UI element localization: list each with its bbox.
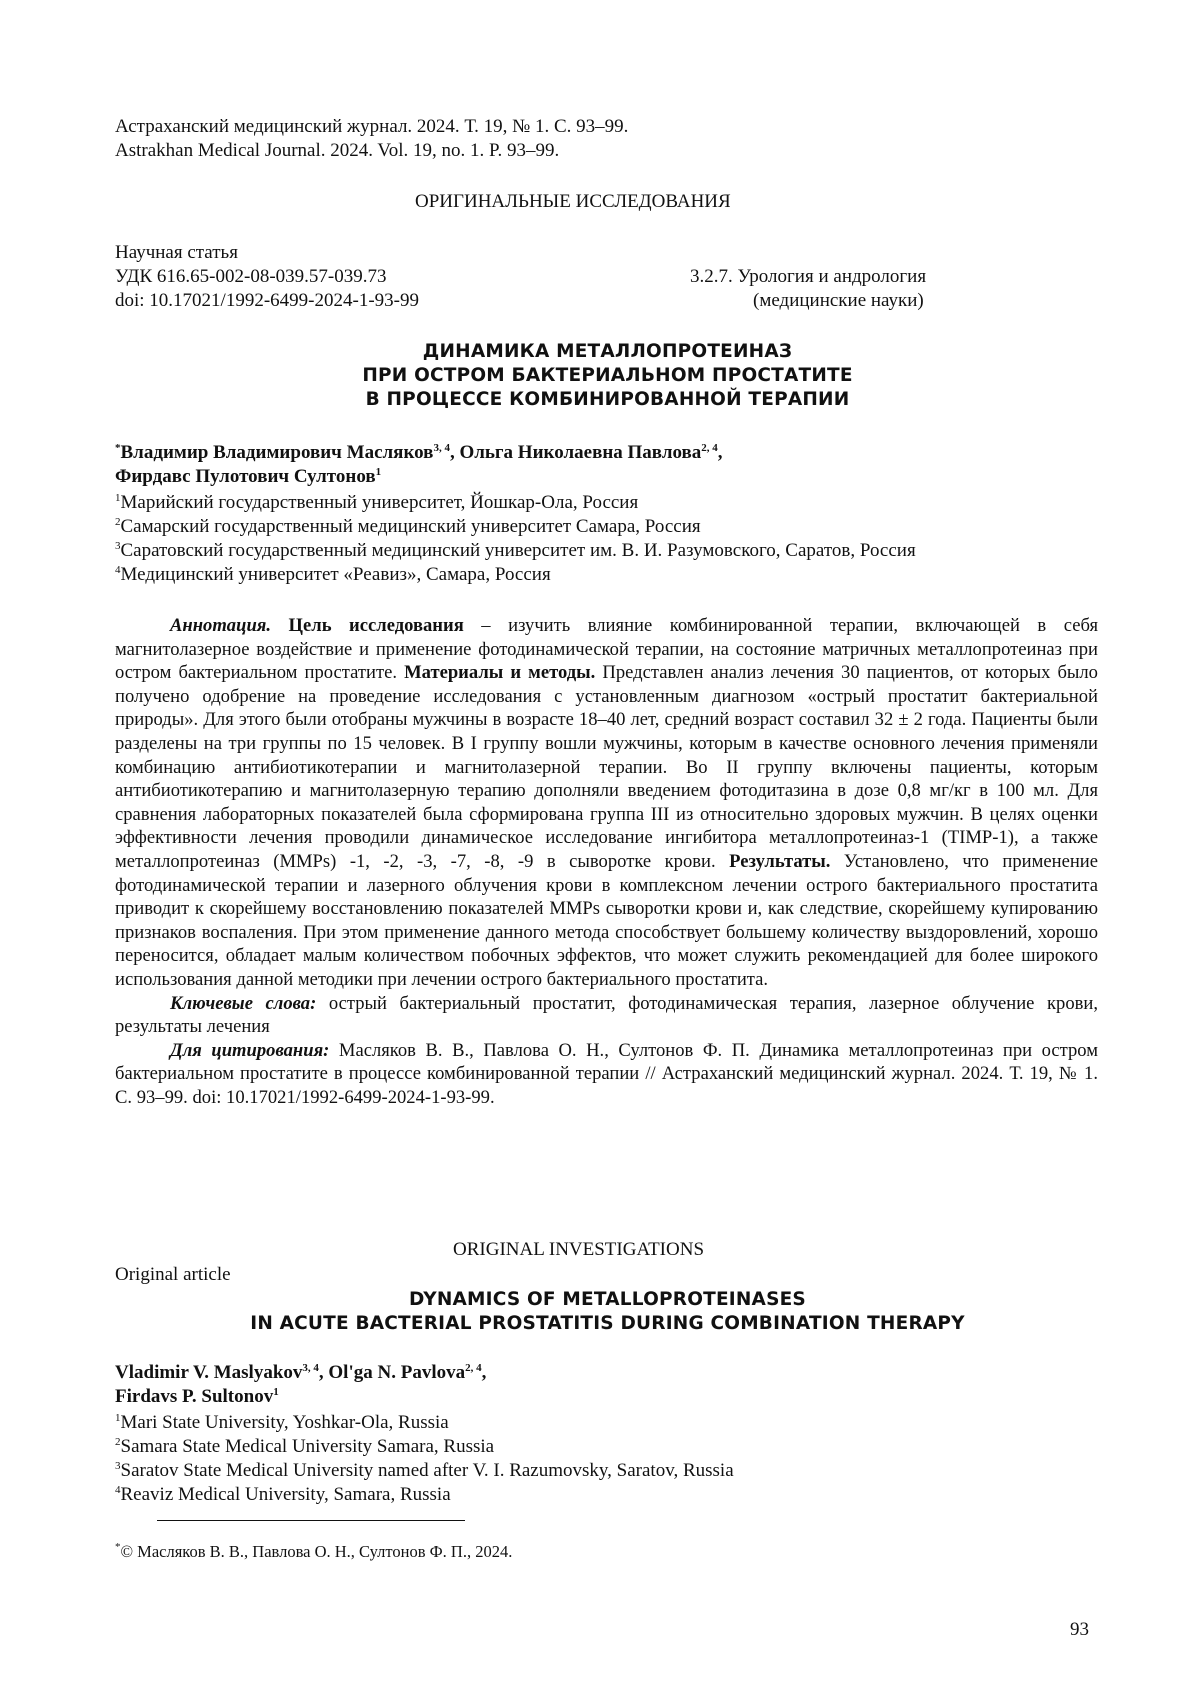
affiliation-number: 4 xyxy=(115,1484,121,1496)
affiliation-ru-2 xyxy=(115,515,701,538)
affiliation-text: Mari State University, Yoshkar-Ola, Russia xyxy=(120,1412,449,1433)
affiliation-text: Саратовский государственный медицинский университет им. В. И. Разумовского, Саратов, Россия xyxy=(120,540,916,561)
citation-paragraph xyxy=(115,1039,1098,1110)
affiliation-ru-3 xyxy=(115,539,916,562)
affiliation-en-1 xyxy=(115,1411,449,1434)
title-en-line-2: IN ACUTE BACTERIAL PROSTATITIS DURING COMBINATION THERAPY xyxy=(250,1313,965,1334)
title-ru-line-3: В ПРОЦЕССЕ КОМБИНИРОВАННОЙ ТЕРАПИИ xyxy=(365,389,850,410)
doi: doi: 10.17021/1992-6499-2024-1-93-99 xyxy=(115,290,419,311)
authors-en-line-1 xyxy=(115,1361,486,1384)
citation-text: Масляков В. В., Павлова О. Н., Султонов Ф. П. Динамика металлопротеиназ при остром бактериальном простатите в процессе комбинированной терапии // Астраханский медицинский журнал. 2024. Т. 19, № 1. С. 93–99. doi: 10.17021/1992-6499-2024-1-93-99. xyxy=(115,1039,1098,1108)
abstract-paragraph xyxy=(115,614,1098,992)
affiliation-en-4 xyxy=(115,1483,451,1506)
affiliation-text: Saratov State Medical University named after V. I. Razumovsky, Saratov, Russia xyxy=(120,1460,734,1481)
methods-label: Материалы и методы. xyxy=(404,662,596,684)
affiliation-number: 1 xyxy=(115,492,121,504)
keywords-label: Ключевые слова: xyxy=(170,992,317,1014)
article-type-en: Original article xyxy=(115,1264,231,1285)
article-title-ru xyxy=(115,340,1100,412)
author-2-ru: Ольга Николаевна Павлова xyxy=(459,442,702,463)
title-ru-line-2: ПРИ ОСТРОМ БАКТЕРИАЛЬНОМ ПРОСТАТИТЕ xyxy=(362,365,853,386)
author-2-en-affil: 2, 4 xyxy=(465,1362,482,1374)
results-label: Результаты. xyxy=(729,850,831,872)
affiliation-text: Reaviz Medical University, Samara, Russia xyxy=(120,1484,451,1505)
footnote-divider xyxy=(157,1520,465,1521)
aim-text: – изучить влияние комбинированной терапии, включающей в себя магнитолазерное воздействие и применение фотодинамической терапии, на состояние матричных металлопротеиназ при остром бактериальном простатите. xyxy=(115,615,1098,684)
author-2-ru-affil: 2, 4 xyxy=(701,442,718,454)
specialty-field: (медицинские науки) xyxy=(753,290,924,311)
abstract-label: Аннотация. xyxy=(170,615,272,636)
article-title-en xyxy=(115,1288,1100,1336)
affiliation-number: 3 xyxy=(115,1460,121,1472)
section-heading-ru: ОРИГИНАЛЬНЫЕ ИССЛЕДОВАНИЯ xyxy=(415,191,731,212)
author-separator: , xyxy=(717,442,723,463)
author-2-en: Ol'ga N. Pavlova xyxy=(328,1362,466,1383)
author-1-en-affil: 3, 4 xyxy=(302,1362,319,1374)
author-3-en-affil: 1 xyxy=(273,1386,279,1398)
page-number: 93 xyxy=(1070,1619,1089,1640)
author-separator: , xyxy=(318,1362,329,1383)
author-1-ru-affil: 3, 4 xyxy=(433,442,450,454)
affiliation-text: Марийский государственный университет, Йошкар-Ола, Россия xyxy=(120,492,639,513)
footnote-text: © Масляков В. В., Павлова О. Н., Султонов Ф. П., 2024. xyxy=(120,1542,513,1561)
affiliation-text: Samara State Medical University Samara, Russia xyxy=(120,1436,495,1457)
affiliation-text: Самарский государственный медицинский университет Самара, Россия xyxy=(120,516,701,537)
author-separator: , xyxy=(449,442,460,463)
results-text: Установлено, что применение фотодинамической терапии и лазерного облучения крови в комплексном лечении острого бактериального простатита приводит к скорейшему восстановлению показателей MMPs сыворотки крови и, как следствие, скорейшему купированию признаков воспаления. При этом применение данного метода способствует большему количеству выздоровлений, хорошо переносится, обладает малым количеством побочных эффектов, что может служить рекомендацией для более широкого использования данной методики при лечении острого бактериального простатита. xyxy=(115,850,1098,990)
affiliation-number: 4 xyxy=(115,564,121,576)
affiliation-en-3 xyxy=(115,1459,734,1482)
author-1-en: Vladimir V. Maslyakov xyxy=(115,1362,303,1383)
copyright-footnote xyxy=(115,1542,512,1562)
article-type-ru: Научная статья xyxy=(115,242,238,263)
section-heading-en: ORIGINAL INVESTIGATIONS xyxy=(453,1239,705,1260)
affiliation-number: 2 xyxy=(115,1436,121,1448)
author-3-en: Firdavs P. Sultonov xyxy=(115,1386,274,1407)
methods-text: Представлен анализ лечения 30 пациентов, от которых было получено одобрение на проведение исследования с установленным диагнозом «острый простатит бактериальной природы». Для этого были отобраны мужчины в возрасте 18–40 лет, средний возраст составил 32 ± 2 года. Пациенты были разделены на три группы по 15 человек. В I группу вошли мужчины, которым в качестве основного лечения применяли комбинацию антибиотикотерапии и магнитолазерной терапии. Во II группу включены пациенты, которым антибиотикотерапию и магнитолазерную терапию дополняли введением фотодитазина в дозе 0,8 мг/кг в 100 мл. Для сравнения лабораторных показателей была сформирована группа III из относительно здоровых мужчин. В целях оценки эффективности лечения проводили динамическое исследование ингибитора металлопротеиназ-1 (TIMP-1), а также металлопротеиназ (MMPs) -1, -2, -3, -7, -8, -9 в сыворотке крови. xyxy=(115,662,1098,872)
affiliation-text: Медицинский университет «Реавиз», Самара, Россия xyxy=(120,564,551,585)
author-3-ru-affil: 1 xyxy=(375,466,382,478)
authors-en-line-2 xyxy=(115,1385,279,1408)
corresponding-author-mark: * xyxy=(115,442,121,454)
affiliation-ru-1 xyxy=(115,491,638,514)
journal-citation-ru: Астраханский медицинский журнал. 2024. Т. 19, № 1. С. 93–99. xyxy=(115,116,629,137)
author-separator: , xyxy=(481,1362,487,1383)
title-ru-line-1: ДИНАМИКА МЕТАЛЛОПРОТЕИНАЗ xyxy=(422,341,793,362)
affiliation-number: 3 xyxy=(115,540,121,552)
affiliation-number: 1 xyxy=(115,1412,121,1424)
journal-citation-en: Astrakhan Medical Journal. 2024. Vol. 19, no. 1. P. 93–99. xyxy=(115,140,560,161)
authors-ru-line-1 xyxy=(115,441,723,464)
title-en-line-1: DYNAMICS OF METALLOPROTEINASES xyxy=(409,1289,806,1310)
authors-ru-line-2 xyxy=(115,465,381,488)
affiliation-en-2 xyxy=(115,1435,494,1458)
footnote-mark: * xyxy=(115,1541,121,1553)
author-3-ru: Фирдавс Пулотович Султонов xyxy=(115,466,376,487)
keywords-text: острый бактериальный простатит, фотодинамическая терапия, лазерное облучение крови, результаты лечения xyxy=(115,992,1098,1038)
abstract-block xyxy=(115,614,1098,1109)
affiliation-number: 2 xyxy=(115,516,121,528)
citation-label: Для цитирования: xyxy=(170,1039,330,1061)
specialty-code: 3.2.7. Урология и андрология xyxy=(690,266,927,287)
keywords-paragraph xyxy=(115,992,1098,1039)
affiliation-ru-4 xyxy=(115,563,551,586)
author-1-ru: Владимир Владимирович Масляков xyxy=(120,442,434,463)
udc-code: УДК 616.65-002-08-039.57-039.73 xyxy=(115,266,387,287)
aim-label: Цель исследования xyxy=(288,615,464,636)
